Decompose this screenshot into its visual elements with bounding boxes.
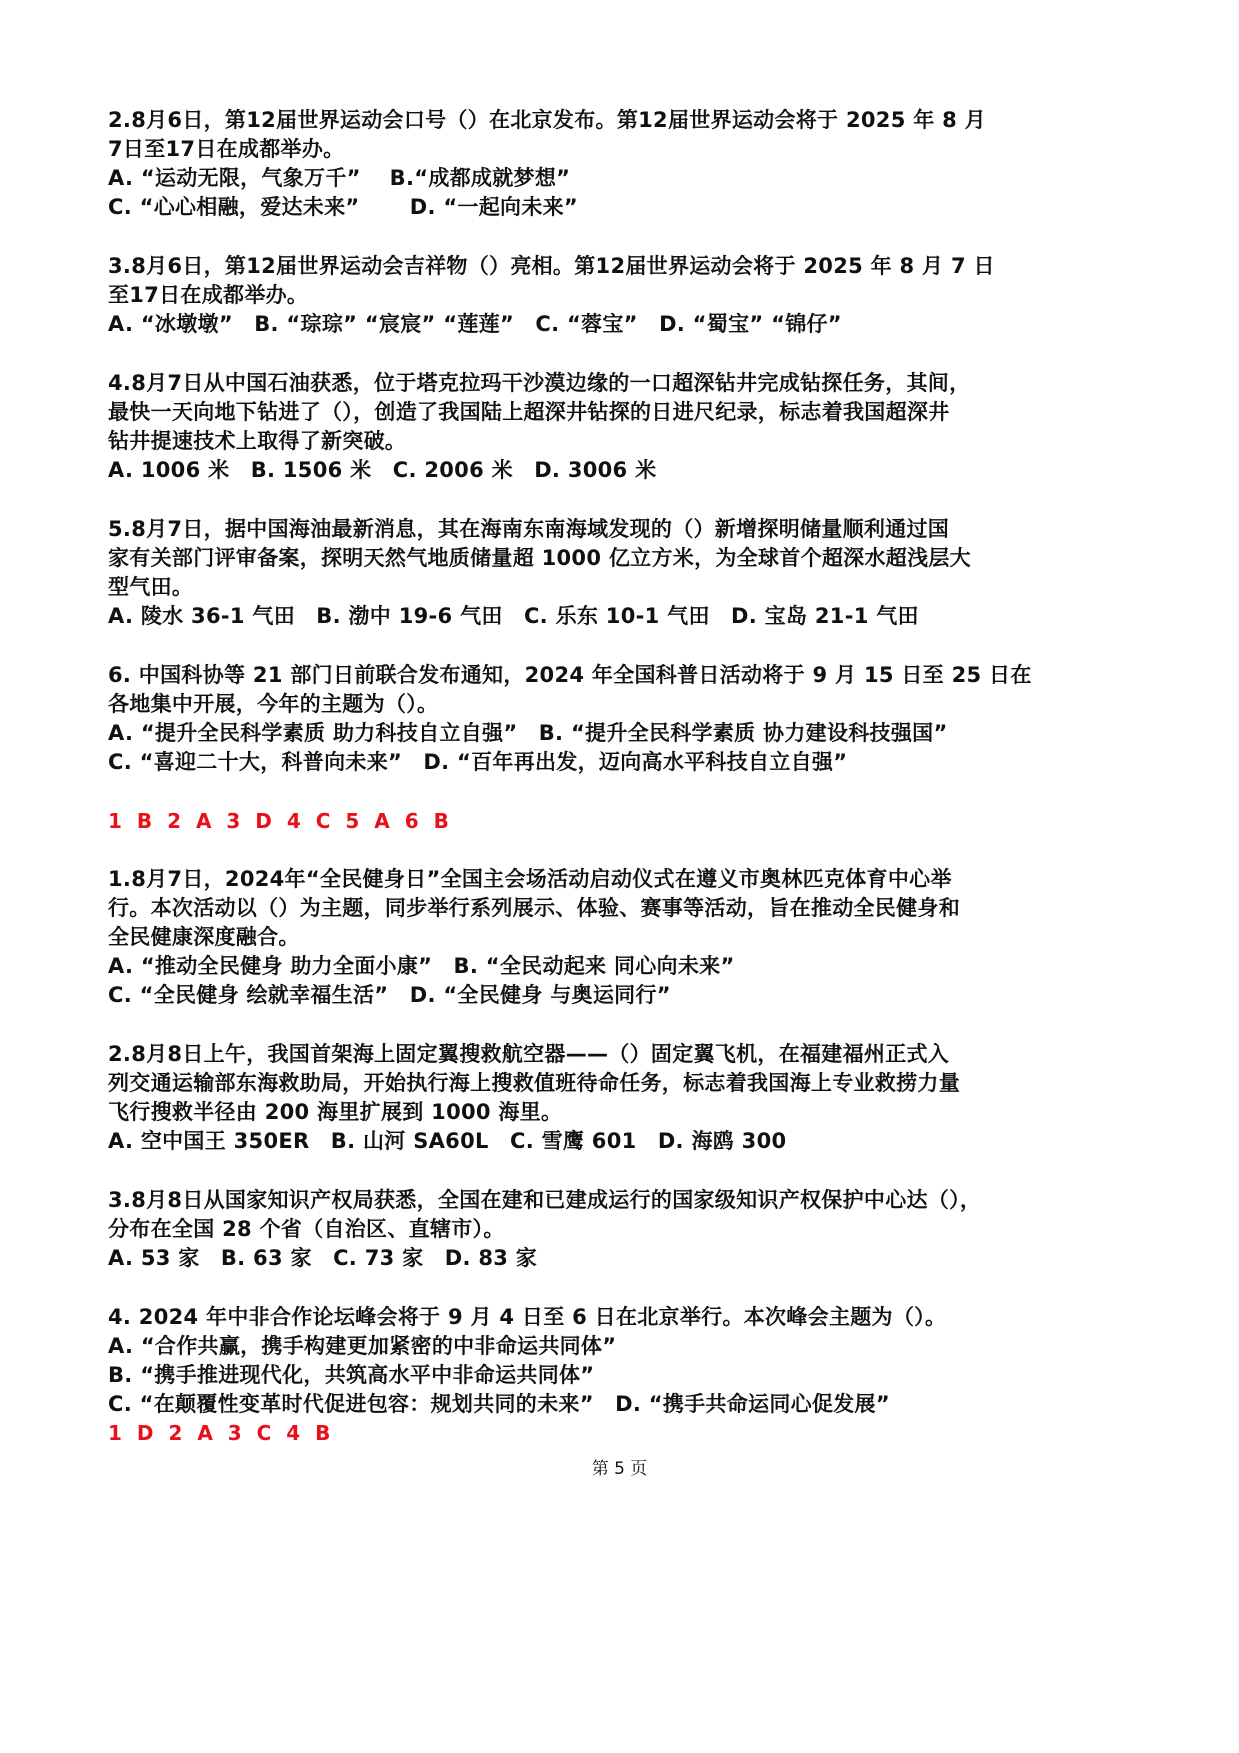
document-page xyxy=(108,106,1032,1448)
question-text: 4. 2024 年中非合作论坛峰会将于 9 月 4 日至 6 日在北京举行。本次峰会主题为（）。 xyxy=(108,1305,947,1329)
question-text: 1.8月7日，2024年“全民健身日”全国主会场活动启动仪式在遵义市奥林匹克体育中心举 xyxy=(108,867,952,891)
answer-key-2: 1 D 2 A 3 C 4 B xyxy=(108,1421,335,1445)
question-line: C. “心心相融，爱达未来” D. “一起向未来” xyxy=(108,195,579,219)
question-line: A. 陵水 36-1 气田 B. 渤中 19-6 气田 C. 乐东 10-1 气田 D. 宝岛 21-1 气田 xyxy=(108,604,919,628)
question-line: 飞行搜救半径由 200 海里扩展到 1000 海里。 xyxy=(108,1100,563,1124)
question-line: 至17日在成都举办。 xyxy=(108,283,309,307)
question-line: A. “冰墩墩” B. “琮琮” “宸宸” “莲莲” C. “蓉宝” D. “蜀宝” “锦仔” xyxy=(108,312,842,336)
question-line: 全民健康深度融合。 xyxy=(108,925,300,949)
question-line: A. “合作共赢，携手构建更加紧密的中非命运共同体” xyxy=(108,1334,617,1358)
question-line: 分布在全国 28 个省（自治区、直辖市）。 xyxy=(108,1217,505,1241)
question-item xyxy=(108,661,1032,777)
question-line: A. “运动无限，气象万千” B.“成都成就梦想” xyxy=(108,166,571,190)
question-text: 2.8月8日上午，我国首架海上固定翼搜救航空器——（）固定翼飞机，在福建福州正式入 xyxy=(108,1042,950,1066)
question-line: 各地集中开展，今年的主题为（）。 xyxy=(108,692,439,716)
question-line: 钻井提速技术上取得了新突破。 xyxy=(108,429,407,453)
question-item xyxy=(108,106,1008,222)
question-item xyxy=(108,515,1008,631)
question-line: A. “推动全民健身 助力全面小康” B. “全民动起来 同心向未来” xyxy=(108,954,735,978)
question-text: 3.8月6日，第12届世界运动会吉祥物（）亮相。第12届世界运动会将于 2025 年 8 月 7 日 xyxy=(108,254,995,278)
question-item xyxy=(108,1303,1008,1419)
question-line: 家有关部门评审备案，探明天然气地质储量超 1000 亿立方米，为全球首个超深水超浅层大 xyxy=(108,546,971,570)
question-line: 列交通运输部东海救助局，开始执行海上搜救值班待命任务，标志着我国海上专业救捞力量 xyxy=(108,1071,960,1095)
question-line: C. “全民健身 绘就幸福生活” D. “全民健身 与奥运同行” xyxy=(108,983,671,1007)
question-item xyxy=(108,1186,1008,1273)
question-item xyxy=(108,369,1008,485)
question-line: C. “喜迎二十大，科普向未来” D. “百年再出发，迈向高水平科技自立自强” xyxy=(108,750,848,774)
question-line: 7日至17日在成都举办。 xyxy=(108,137,345,161)
question-line: 行。本次活动以（）为主题，同步举行系列展示、体验、赛事等活动，旨在推动全民健身和 xyxy=(108,896,960,920)
answer-key-1: 1 B 2 A 3 D 4 C 5 A 6 B xyxy=(108,809,453,833)
question-text: 4.8月7日从中国石油获悉，位于塔克拉玛干沙漠边缘的一口超深钻井完成钻探任务，其间， xyxy=(108,371,971,395)
question-line: A. 1006 米 B. 1506 米 C. 2006 米 D. 3006 米 xyxy=(108,458,657,482)
question-line: A. 空中国王 350ER B. 山河 SA60L C. 雪鹰 601 D. 海鸥 300 xyxy=(108,1129,787,1153)
question-item xyxy=(108,252,1008,339)
question-item xyxy=(108,1040,1008,1156)
question-line: 型气田。 xyxy=(108,575,194,599)
question-text: 5.8月7日，据中国海油最新消息，其在海南东南海域发现的（）新增探明储量顺利通过国 xyxy=(108,517,950,541)
question-text: 6. 中国科协等 21 部门日前联合发布通知，2024 年全国科普日活动将于 9 月 15 日至 25 日在 xyxy=(108,663,1032,687)
question-line: A. “提升全民科学素质 助力科技自立自强” B. “提升全民科学素质 协力建设科技强国” xyxy=(108,721,948,745)
question-item xyxy=(108,865,1008,1010)
page-number: 第 5 页 xyxy=(591,1459,648,1479)
question-line: A. 53 家 B. 63 家 C. 73 家 D. 83 家 xyxy=(108,1246,538,1270)
question-section-1 xyxy=(108,106,1032,777)
question-line: 最快一天向地下钻进了（），创造了我国陆上超深井钻探的日进尺纪录，标志着我国超深井 xyxy=(108,400,950,424)
question-text: 2.8月6日，第12届世界运动会口号（）在北京发布。第12届世界运动会将于 2025 年 8 月 xyxy=(108,108,986,132)
question-text: 3.8月8日从国家知识产权局获悉，全国在建和已建成运行的国家级知识产权保护中心达（）， xyxy=(108,1188,982,1212)
question-line: B. “携手推进现代化，共筑高水平中非命运共同体” xyxy=(108,1363,595,1387)
question-line: C. “在颠覆性变革时代促进包容：规划共同的未来” D. “携手共命运同心促发展” xyxy=(108,1392,890,1416)
question-section-2 xyxy=(108,865,1008,1419)
